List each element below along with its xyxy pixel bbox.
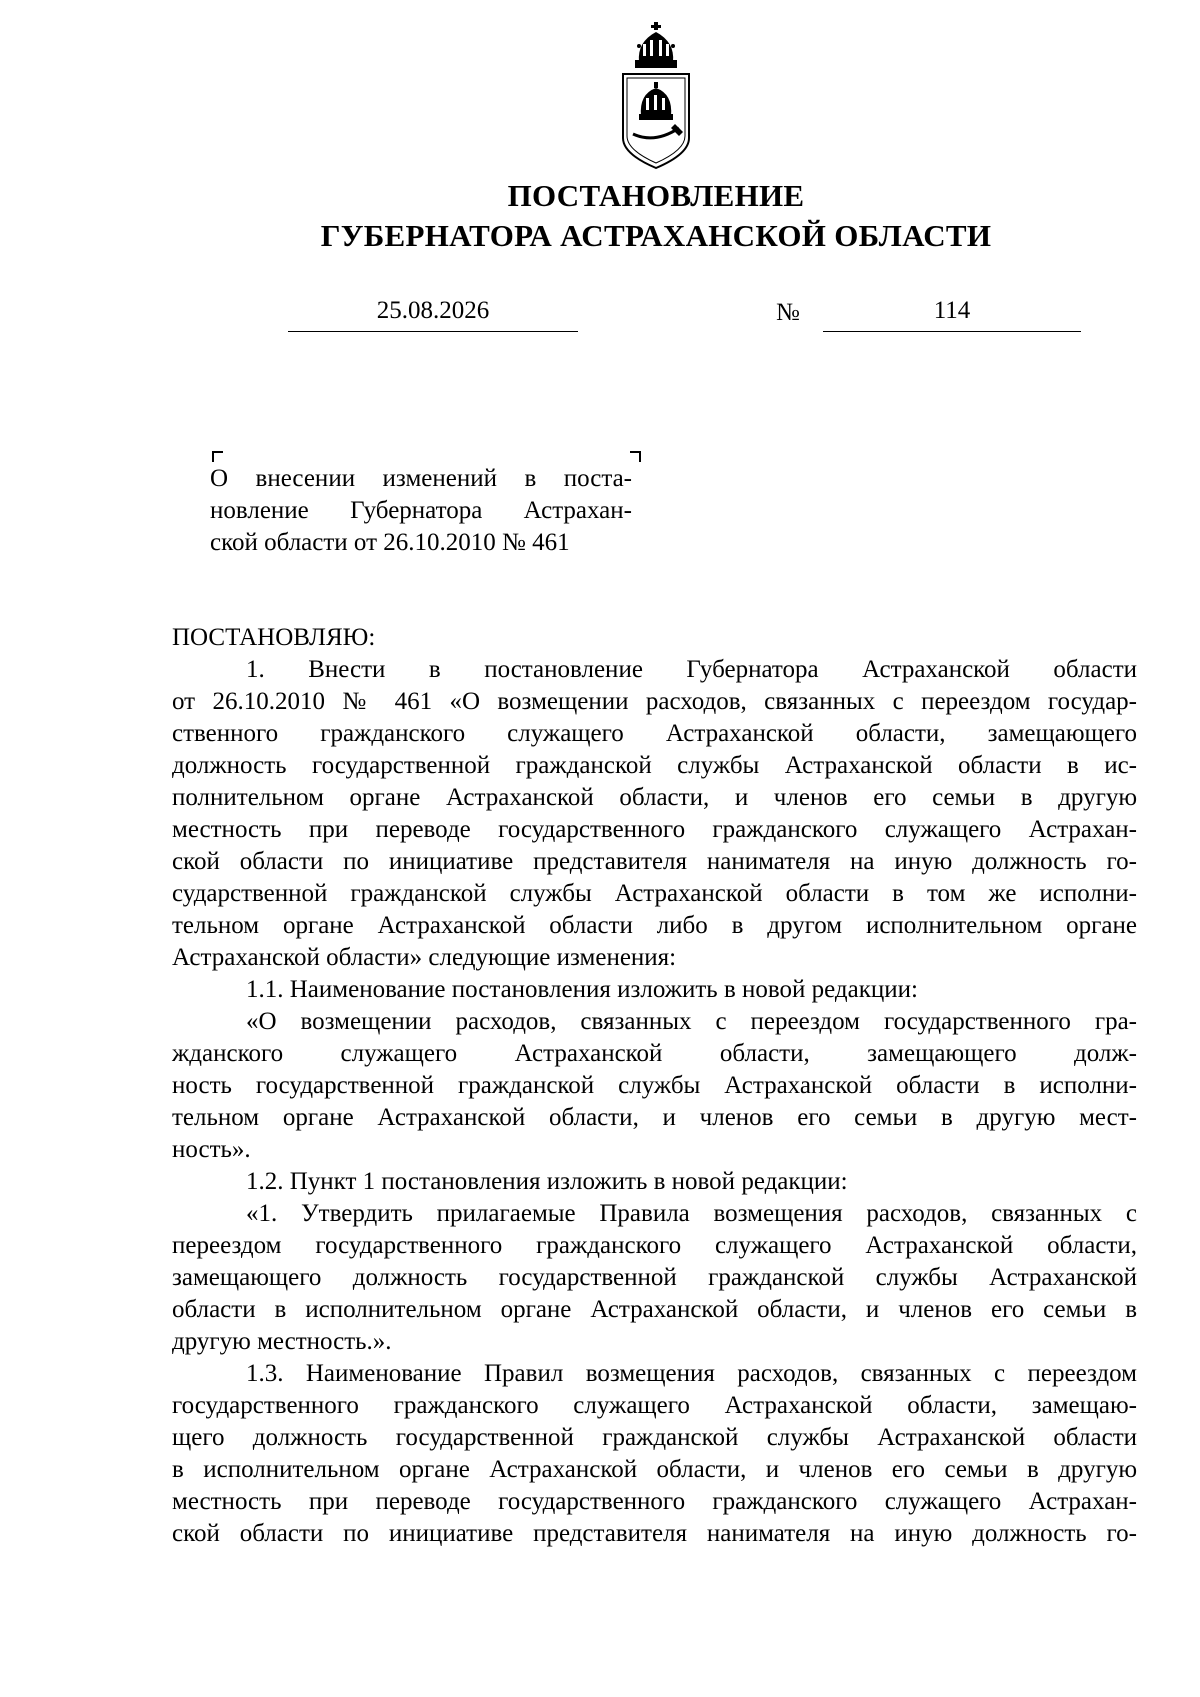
body-line: ской области по инициативе представителя нанимателя на иную должность го- [172,1520,1137,1547]
date-underline [288,331,578,332]
subject-corner-left [212,451,223,462]
body-line: ность». [172,1136,251,1163]
body-line: ской области по инициативе представителя нанимателя на иную должность го- [172,848,1137,875]
subject-line: ской области от 26.10.2010 № 461 [210,529,570,556]
body-line: тельном органе Астраханской области, и членов его семьи в другую мест- [172,1104,1137,1131]
body-line: ственного гражданского служащего Астраханской области, замещающего [172,720,1137,747]
document-issuer: ГУБЕРНАТОРА АСТРАХАНСКОЙ ОБЛАСТИ [320,218,992,253]
body-line: государственного гражданского служащего Астраханской области, замещаю- [172,1392,1137,1419]
document-body [172,622,1137,1550]
document-number: 114 [933,297,971,324]
body-line: области в исполнительном органе Астраханской области, и членов его семьи в [172,1296,1137,1323]
body-line: 1.1. Наименование постановления изложить в новой редакции: [246,976,918,1003]
body-line: другую местность.». [172,1328,392,1355]
number-underline [823,331,1081,332]
body-line: тельном органе Астраханской области либо в другом исполнительном органе [172,912,1137,939]
body-line: жданского служащего Астраханской области, замещающего долж- [172,1040,1137,1067]
body-line: замещающего должность государственной гражданской службы Астраханской [172,1264,1137,1291]
body-line: в исполнительном органе Астраханской области, и членов его семьи в другую [172,1456,1137,1483]
document-subject [210,463,632,559]
document-title: ПОСТАНОВЛЕНИЕ [507,178,805,213]
body-line: местность при переводе государственного гражданского служащего Астрахан- [172,816,1137,843]
body-line: щего должность государственной гражданской службы Астраханской области [172,1424,1137,1451]
body-line: полнительном органе Астраханской области, и членов его семьи в другую [172,784,1137,811]
body-line: «О возмещении расходов, связанных с переездом государственного гра- [246,1008,1137,1035]
subject-line: новление Губернатора Астрахан- [210,497,632,524]
document-date: 25.08.2026 [376,297,490,324]
body-line: 1.3. Наименование Правил возмещения расходов, связанных с переездом [246,1360,1137,1387]
body-line: местность при переводе государственного гражданского служащего Астрахан- [172,1488,1137,1515]
body-line: должность государственной гражданской службы Астраханской области в ис- [172,752,1137,779]
body-line: сударственной гражданской службы Астраханской области в том же исполни- [172,880,1137,907]
body-line: от 26.10.2010 № 461 «О возмещении расходов, связанных с переездом государ- [172,688,1137,715]
body-line: ность государственной гражданской службы Астраханской области в исполни- [172,1072,1137,1099]
subject-line: О внесении изменений в поста- [210,465,632,492]
number-sign: № [776,299,800,326]
coat-of-arms-icon [617,20,695,170]
body-line: «1. Утвердить прилагаемые Правила возмещения расходов, связанных с [246,1200,1137,1227]
body-line: 1.2. Пункт 1 постановления изложить в новой редакции: [246,1168,848,1195]
body-line: переездом государственного гражданского служащего Астраханской области, [172,1232,1137,1259]
body-line: 1. Внести в постановление Губернатора Астраханской области [246,656,1137,683]
subject-corner-right [630,451,641,462]
body-line: Астраханской области» следующие изменения: [172,944,677,971]
resolution-heading: ПОСТАНОВЛЯЮ: [172,624,376,651]
